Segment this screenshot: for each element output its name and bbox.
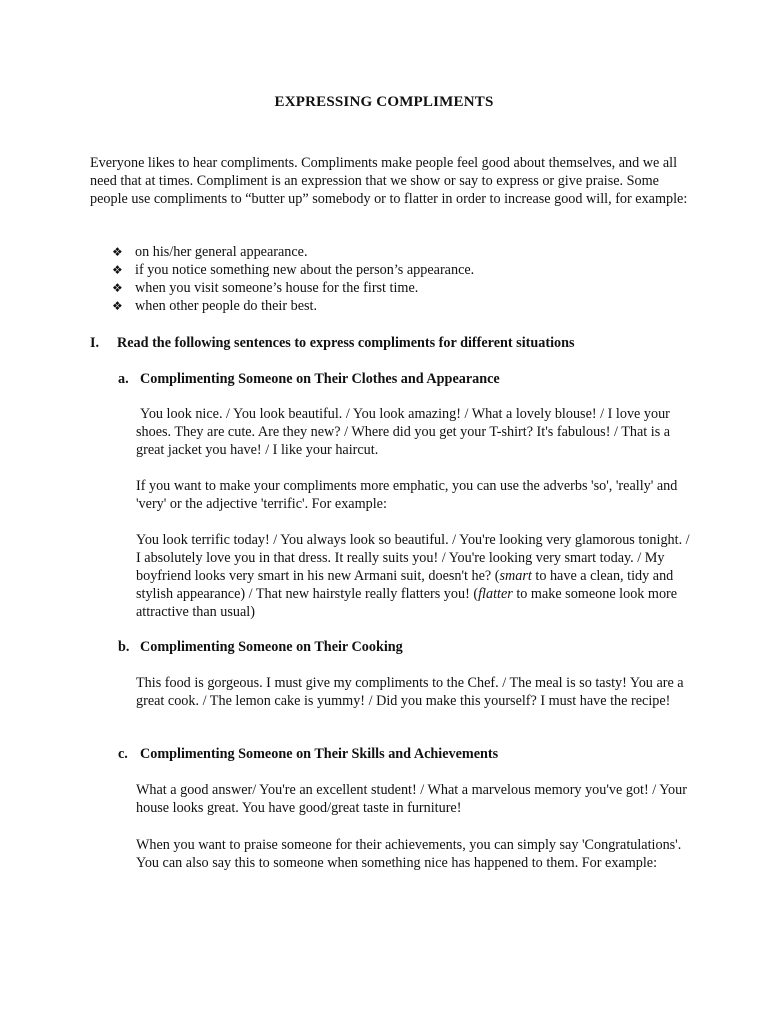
bullet-text: if you notice something new about the person’s appearance.: [135, 262, 475, 278]
diamond-bullet-icon: ❖: [112, 245, 123, 259]
bullet-text: when other people do their best.: [135, 298, 318, 314]
bullet-text: when you visit someone’s house for the first time.: [135, 280, 419, 296]
paragraph-emphatic-examples: [136, 531, 696, 621]
section-heading: [90, 334, 575, 352]
bullet-text: on his/her general appearance.: [135, 244, 308, 260]
paragraph-text: You look terrific today! / You always look so beautiful. / You're looking very glamorous tonight. / I absolutely love you in that dress. It really suits you! / You're looking very smart today. / My boyfriend looks very smart in his new Armani suit, doesn't he? (: [136, 532, 690, 584]
paragraph-emphatic-intro: If you want to make your compliments more emphatic, you can use the adverbs 'so', 'really' and 'very' or the adjective 'terrific'. For example:: [136, 478, 678, 512]
document-title: EXPRESSING COMPLIMENTS: [274, 94, 494, 110]
subsection-letter: a.: [118, 371, 129, 387]
bullet-list: [112, 243, 672, 315]
paragraph-text: to have a clean, tidy and stylish appearance) / That new hairstyle really flatters you! (: [136, 568, 674, 602]
bullet-item: [112, 279, 672, 297]
italic-term-smart: smart: [499, 568, 532, 584]
paragraph-congratulations: When you want to praise someone for their achievements, you can simply say 'Congratulations'. You can also say this to someone when something nice has happened to them. For example:: [136, 837, 682, 871]
section-heading-text: Read the following sentences to express compliments for different situations: [117, 335, 575, 351]
paragraph-cooking-examples: This food is gorgeous. I must give my compliments to the Chef. / The meal is so tasty! You are a great cook. / The lemon cake is yummy! / Did you make this yourself? I must have the recipe!: [136, 675, 684, 709]
bullet-item: [112, 243, 672, 261]
diamond-bullet-icon: ❖: [112, 263, 123, 277]
italic-term-flatter: flatter: [478, 586, 513, 602]
paragraph-clothes-examples: You look nice. / You look beautiful. / You look amazing! / What a lovely blouse! / I love your shoes. They are cute. Are they new? / Where did you get your T-shirt? It's fabulous! / That is a great jacket you have! / I like your haircut.: [136, 406, 671, 458]
subsection-heading-text: Complimenting Someone on Their Cooking: [140, 639, 403, 655]
diamond-bullet-icon: ❖: [112, 281, 123, 295]
intro-paragraph: Everyone likes to hear compliments. Compliments make people feel good about themselves, and we all need that at times. Compliment is an expression that we show or say to express or give praise. Some people use compliments to “butter up” somebody or to flatter in order to increase good will, for example:: [90, 155, 688, 207]
diamond-bullet-icon: ❖: [112, 299, 123, 313]
paragraph-skills-examples: What a good answer/ You're an excellent student! / What a marvelous memory you've got! / Your house looks great. You have good/great taste in furniture!: [136, 782, 687, 816]
subsection-heading-text: Complimenting Someone on Their Clothes and Appearance: [140, 371, 500, 387]
subsection-heading-c: [118, 745, 498, 763]
subsection-heading-text: Complimenting Someone on Their Skills and Achievements: [140, 746, 499, 762]
subsection-letter: b.: [118, 639, 130, 655]
paragraph-text: to make someone look more attractive than usual): [136, 586, 678, 620]
subsection-heading-b: [118, 638, 403, 656]
subsection-letter: c.: [118, 746, 128, 762]
bullet-item: [112, 297, 672, 315]
section-number: I.: [90, 335, 100, 351]
subsection-heading-a: [118, 370, 500, 388]
bullet-item: [112, 261, 672, 279]
